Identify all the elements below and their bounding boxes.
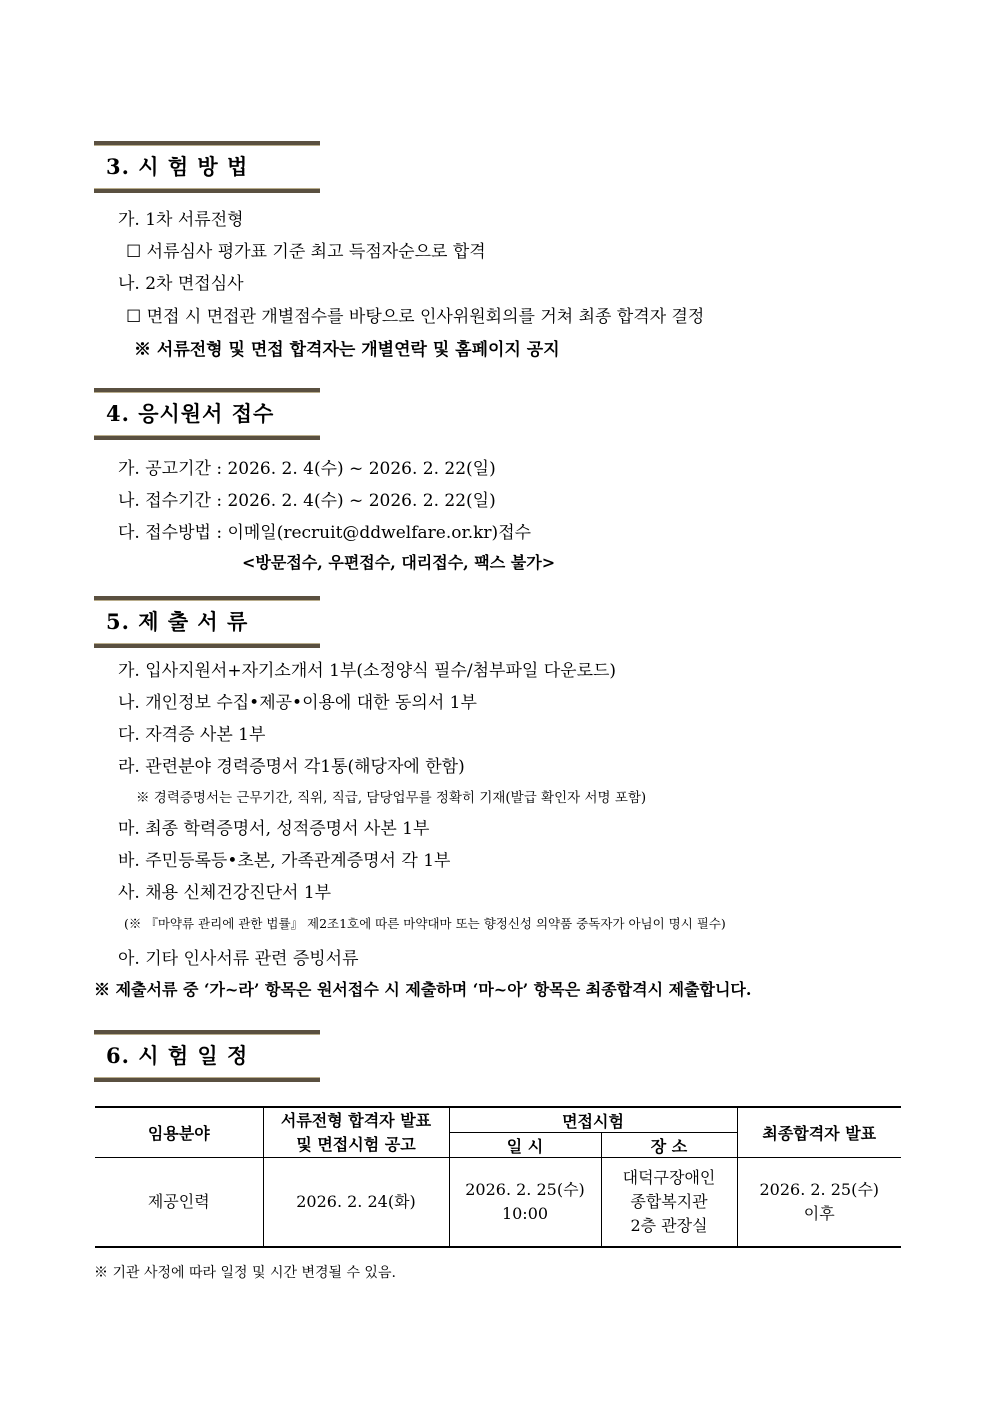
s3-notice: ※ 서류전형 및 면접 합격자는 개별연락 및 홈페이지 공지 <box>134 340 560 360</box>
cell-final-line1: 2026. 2. 25(수) <box>759 1180 880 1199</box>
header-interview: 면접시험 <box>449 1107 737 1133</box>
section-6-title: 6. 시 험 일 정 <box>106 1043 249 1068</box>
cell-place <box>601 1158 737 1248</box>
cell-final <box>737 1158 901 1248</box>
cell-interview-date: 2026. 2. 25(수) <box>465 1180 585 1199</box>
header-doc-result-line2: 및 면접시험 공고 <box>296 1134 416 1154</box>
cell-place-line1: 대덕구장애인 <box>622 1168 716 1187</box>
cell-final-line2: 이후 <box>803 1204 835 1223</box>
header-field: 임용분야 <box>95 1107 263 1158</box>
header-doc-result-line1: 서류전형 합격자 발표 <box>280 1110 432 1130</box>
section-4-title: 4. 응시원서 접수 <box>106 401 275 426</box>
s6-note: ※ 기관 사정에 따라 일정 및 시간 변경될 수 있음. <box>94 1265 396 1281</box>
s4-notice: <방문접수, 우편접수, 대리접수, 팩스 불가> <box>242 553 556 572</box>
section-3-header <box>94 141 320 193</box>
cell-field: 제공인력 <box>95 1158 263 1248</box>
cell-place-line2: 종합복지관 <box>630 1192 708 1211</box>
header-date: 일 시 <box>449 1133 601 1158</box>
section-5-header <box>94 596 320 648</box>
s3-line-3: 나. 2차 면접심사 <box>118 274 244 294</box>
s5-note-2: (※ 『마약류 관리에 관한 법률』 제2조1호에 따른 마약대마 또는 향정신성 의약품 중독자가 아님이 명시 필수) <box>124 916 726 931</box>
s5-line-1: 가. 입사지원서+자기소개서 1부(소정양식 필수/첨부파일 다운로드) <box>118 661 617 681</box>
s3-line-1: 가. 1차 서류전형 <box>118 210 244 230</box>
table-row <box>95 1158 901 1248</box>
s5-line-3: 다. 자격증 사본 1부 <box>118 725 266 745</box>
s5-line-6: 바. 주민등록등•초본, 가족관계증명서 각 1부 <box>118 851 451 871</box>
cell-interview-time: 10:00 <box>501 1204 549 1223</box>
header-final: 최종합격자 발표 <box>737 1107 901 1158</box>
s5-line-2: 나. 개인정보 수집•제공•이용에 대한 동의서 1부 <box>118 693 477 713</box>
schedule-table <box>95 1106 901 1248</box>
section-4-header <box>94 388 320 440</box>
s3-line-4: ☐ 면접 시 면접관 개별점수를 바탕으로 인사위원회의를 거쳐 최종 합격자 결정 <box>126 307 705 327</box>
s5-line-8: 아. 기타 인사서류 관련 증빙서류 <box>118 949 359 969</box>
s5-line-4: 라. 관련분야 경력증명서 각1통(해당자에 한함) <box>118 757 465 777</box>
section-5-title: 5. 제 출 서 류 <box>106 609 249 634</box>
s3-line-2: ☐ 서류심사 평가표 기준 최고 득점자순으로 합격 <box>126 242 486 262</box>
s5-line-7: 사. 채용 신체건강진단서 1부 <box>118 883 332 903</box>
s5-line-5: 마. 최종 학력증명서, 성적증명서 사본 1부 <box>118 819 430 839</box>
s4-line-1: 가. 공고기간 : 2026. 2. 4(수) ~ 2026. 2. 22(일) <box>118 459 496 479</box>
s5-note-1: ※ 경력증명서는 근무기간, 직위, 직급, 담당업무를 정확히 기재(발급 확인자 서명 포함) <box>136 790 647 806</box>
cell-interview-datetime <box>449 1158 601 1248</box>
section-3-title: 3. 시 험 방 법 <box>106 154 249 179</box>
s5-notice: ※ 제출서류 중 ‘가~라’ 항목은 원서접수 시 제출하며 ‘마~아’ 항목은 최종합격시 제출합니다. <box>94 980 752 999</box>
s4-line-2: 나. 접수기간 : 2026. 2. 4(수) ~ 2026. 2. 22(일) <box>118 491 496 511</box>
section-6-header <box>94 1030 320 1082</box>
header-doc-result <box>263 1107 449 1158</box>
cell-place-line3: 2층 관장실 <box>630 1216 708 1235</box>
cell-doc-date: 2026. 2. 24(화) <box>263 1158 449 1248</box>
s4-line-3: 다. 접수방법 : 이메일(recruit@ddwelfare.or.kr)접수 <box>118 523 532 543</box>
header-place: 장 소 <box>601 1133 737 1158</box>
